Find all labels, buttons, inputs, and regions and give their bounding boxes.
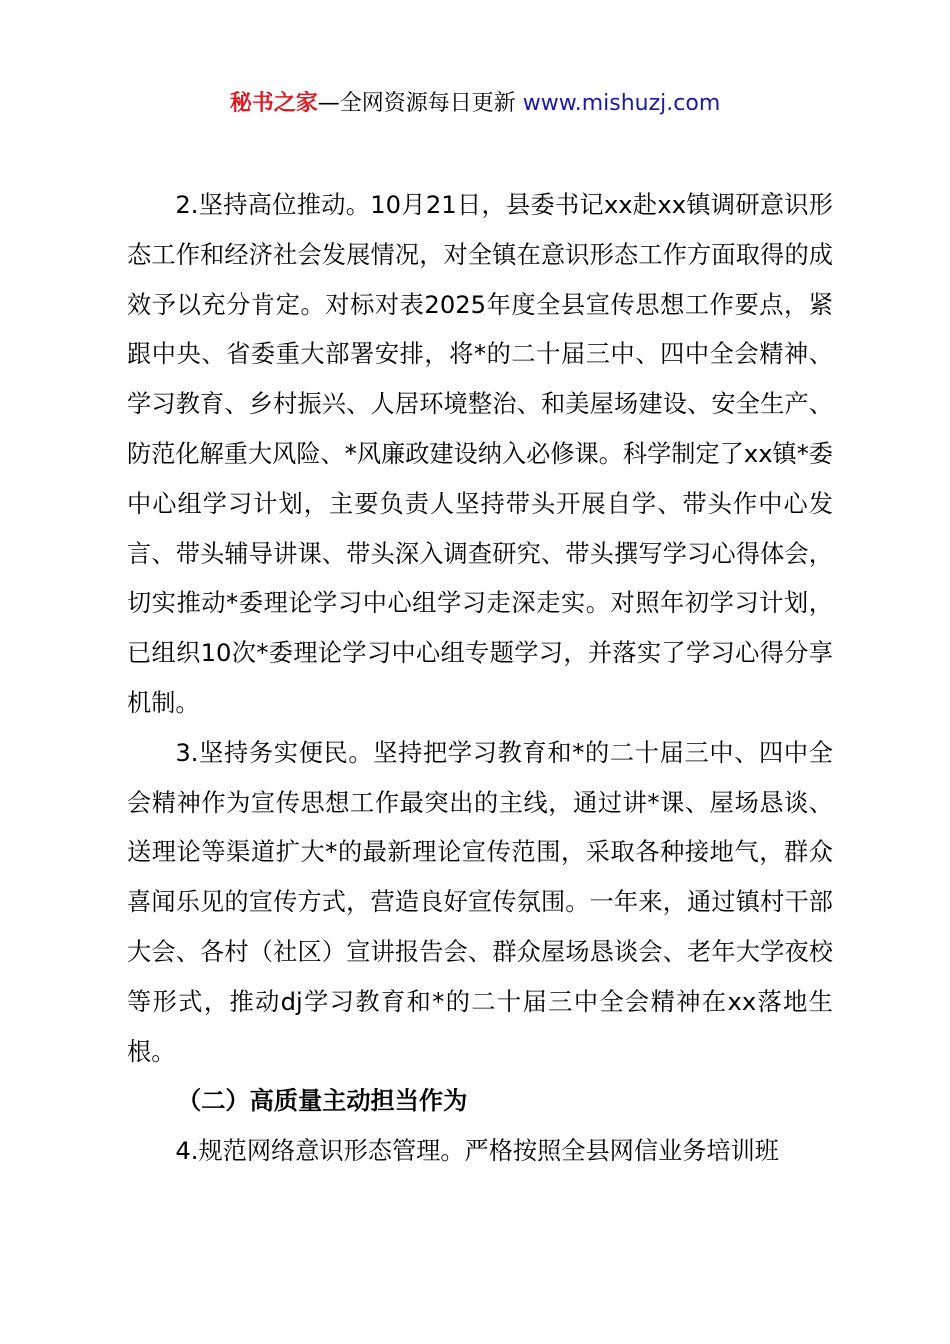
document-body <box>127 181 833 1177</box>
header-tagline: —全网资源每日更新 <box>317 91 516 116</box>
section-heading: （二）高质量主动担当作为 <box>177 1087 468 1116</box>
website-link[interactable]: www.mishuzj.com <box>522 91 721 116</box>
paragraph-4: 4.规范网络意识形态管理。严格按照全县网信业务培训班 <box>175 1137 779 1166</box>
paragraph-2: 2.坚持高位推动。10月21日，县委书记xx赴xx镇调研意识形态工作和经济社会发展情况，对全镇在意识形态工作方面取得的成效予以充分肯定。对标对表2025年度全县宣传思想工作要点，紧跟中央、省委重大部署安排，将*的二十届三中、四中全会精神、学习教育、乡村振兴、人居环境整治、和美屋场建设、安全生产、防范化解重大风险、*风廉政建设纳入必修课。科学制定了xx镇*委中心组学习计划，主要负责人坚持带头开展自学、带头作中心发言、带头辅导讲课、带头深入调查研究、带头撰写学习心得体会，切实推动*委理论学习中心组学习走深走实。对照年初学习计划，已组织10次*委理论学习中心组专题学习，并落实了学习心得分享机制。 <box>127 191 833 717</box>
brand-name: 秘书之家 <box>229 91 318 116</box>
paragraph-3: 3.坚持务实便民。坚持把学习教育和*的二十届三中、四中全会精神作为宣传思想工作最突出的主线，通过讲*课、屋场恳谈、送理论等渠道扩大*的最新理论宣传范围，采取各种接地气，群众喜闻乐见的宣传方式，营造良好宣传氛围。一年来，通过镇村干部大会、各村（社区）宣讲报告会、群众屋场恳谈会、老年大学夜校等形式，推动dj学习教育和*的二十届三中全会精神在xx落地生根。 <box>127 738 833 1066</box>
page-header <box>0 88 950 120</box>
